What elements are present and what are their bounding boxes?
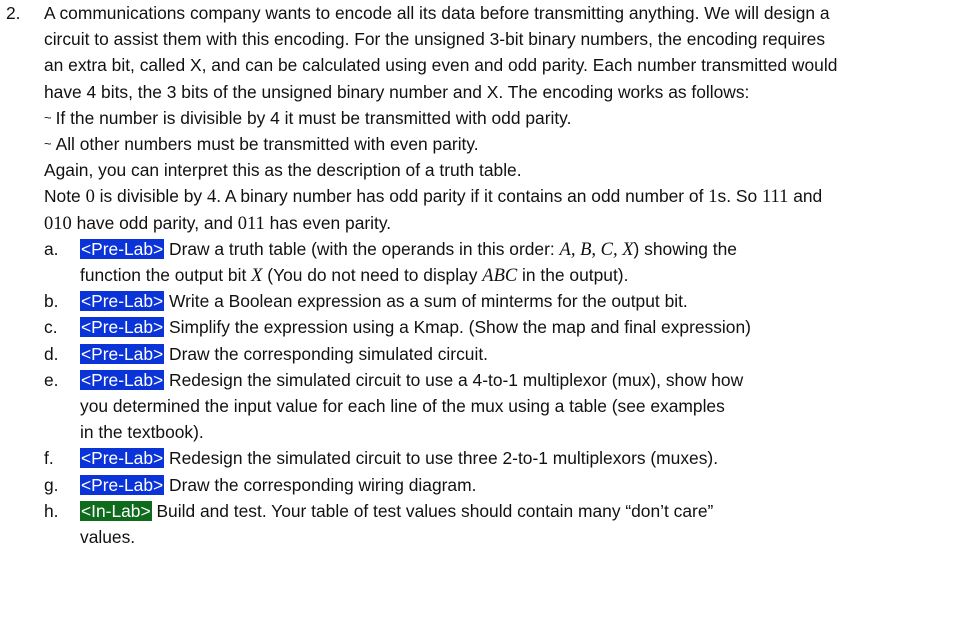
rule-odd-parity — [44, 105, 959, 131]
item-a-text: (You do not need to display — [262, 265, 483, 285]
intro-line-1: A communications company wants to encode all its data before transmitting anything. We will design a — [44, 3, 830, 23]
rule-even-parity-text: All other numbers must be transmitted with even parity. — [55, 133, 479, 154]
note-text: s. So — [717, 186, 762, 207]
in-lab-tag: <In-Lab> — [81, 500, 151, 521]
item-letter-b: b. — [44, 291, 59, 312]
math-operands: A, B, C, X — [559, 239, 634, 260]
item-a-text: function the output bit — [80, 265, 252, 285]
item-e-line-2: you determined the input value for each line of the mux using a table (see examples — [80, 396, 725, 416]
item-letter-d: d. — [44, 343, 59, 364]
item-e-line-1 — [80, 367, 743, 393]
rule-odd-parity-text: If the number is divisible by 4 it must be transmitted with odd parity. — [55, 107, 572, 128]
item-c — [80, 314, 751, 340]
question-number: 2. — [6, 3, 21, 23]
math-number: 111 — [761, 187, 789, 208]
pre-lab-tag: <Pre-Lab> — [81, 291, 164, 312]
item-a-text: in the output). — [517, 265, 629, 285]
intro-paragraph — [44, 0, 959, 236]
note-text: and — [788, 186, 823, 207]
pre-lab-tag: <Pre-Lab> — [81, 448, 164, 469]
item-d — [80, 341, 488, 367]
item-f-text: Redesign the simulated circuit to use three 2-to-1 multiplexors (muxes). — [164, 448, 719, 469]
item-b-text: Write a Boolean expression as a sum of minterms for the output bit. — [164, 291, 688, 312]
item-letter-f: f. — [44, 448, 54, 469]
note-text: Note — [44, 186, 86, 207]
intro-line-4: have 4 bits, the 3 bits of the unsigned binary number and X. The encoding works as follows: — [44, 81, 750, 102]
tilde-bullet: ~ — [44, 109, 52, 125]
math-number: 0 — [85, 187, 95, 208]
item-g — [80, 472, 476, 498]
item-letter-g: g. — [44, 474, 59, 495]
note-text: . A binary number has odd parity if it contains an odd number of — [216, 186, 709, 207]
math-number: 010 — [44, 213, 72, 234]
item-h-line-2: values. — [80, 527, 136, 547]
item-e-line-3: in the textbook). — [80, 422, 204, 443]
item-f — [80, 445, 718, 471]
math-variable: X — [251, 266, 263, 286]
truth-table-hint: Again, you can interpret this as the description of a truth table. — [44, 160, 522, 181]
intro-line-2: circuit to assist them with this encoding. For the unsigned 3-bit binary numbers, the encoding requires — [44, 29, 826, 50]
item-letter-e: e. — [44, 369, 59, 390]
item-g-text: Draw the corresponding wiring diagram. — [164, 474, 477, 495]
item-letter-h: h. — [44, 500, 59, 521]
math-number: 4 — [206, 187, 217, 208]
rule-even-parity — [44, 131, 959, 157]
item-a-text: Draw a truth table (with the operands in this order: — [164, 238, 560, 259]
item-a-line-2 — [80, 262, 628, 289]
math-number: 1 — [708, 187, 718, 208]
note-text: is divisible by — [94, 186, 207, 207]
item-b — [80, 288, 688, 314]
item-a-line-1 — [80, 236, 737, 263]
pre-lab-tag: <Pre-Lab> — [81, 238, 164, 259]
item-a-text: ) showing the — [633, 238, 737, 259]
item-d-text: Draw the corresponding simulated circuit. — [164, 343, 488, 364]
note-line-1 — [44, 183, 959, 209]
pre-lab-tag: <Pre-Lab> — [81, 474, 164, 495]
item-letter-c: c. — [44, 317, 58, 338]
pre-lab-tag: <Pre-Lab> — [81, 317, 164, 338]
item-letter-a: a. — [44, 238, 59, 259]
tilde-bullet: ~ — [44, 135, 52, 151]
intro-line-3: an extra bit, called X, and can be calculated using even and odd parity. Each number transmitted would — [44, 55, 838, 76]
item-h-line-1 — [80, 498, 713, 524]
pre-lab-tag: <Pre-Lab> — [81, 369, 164, 390]
note-text: have odd parity, and — [71, 212, 238, 233]
item-e-text: Redesign the simulated circuit to use a 4-to-1 multiplexor (mux), show how — [164, 369, 744, 390]
note-text: has even parity. — [264, 212, 392, 233]
math-variable: ABC — [482, 266, 518, 286]
note-line-2 — [44, 210, 959, 236]
math-number: 011 — [237, 213, 265, 234]
item-h-text: Build and test. Your table of test values should contain many “don’t care” — [151, 500, 714, 521]
pre-lab-tag: <Pre-Lab> — [81, 343, 164, 364]
item-c-text: Simplify the expression using a Kmap. (Show the map and final expression) — [164, 317, 751, 338]
